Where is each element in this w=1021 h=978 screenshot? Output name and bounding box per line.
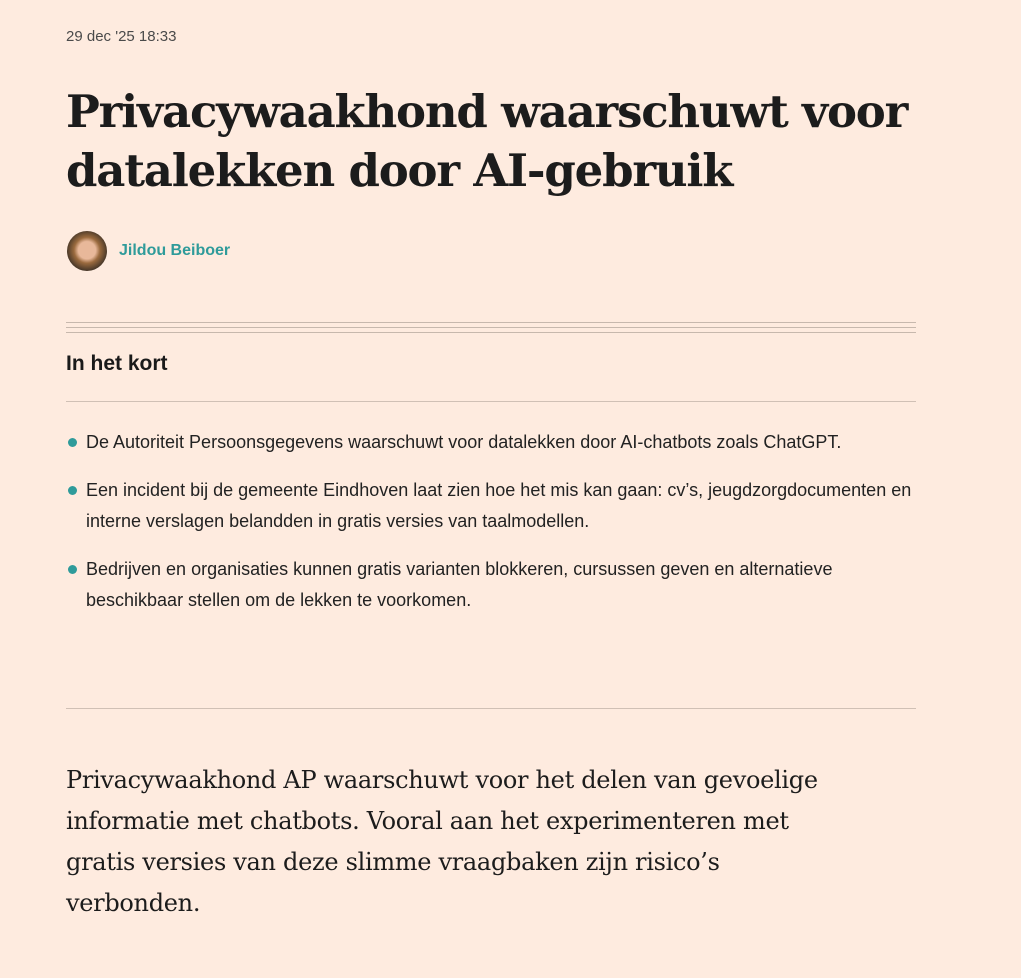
divider — [66, 708, 916, 709]
section-divider — [66, 322, 916, 337]
bullet-icon — [68, 565, 77, 574]
bullet-icon — [68, 486, 77, 495]
author-avatar[interactable] — [67, 231, 107, 271]
divider — [66, 401, 916, 402]
author-name-link[interactable]: Jildou Beiboer — [119, 242, 231, 259]
list-item: De Autoriteit Persoonsgegevens waarschuwt voor datalekken door AI-chatbots zoals ChatGPT. — [66, 427, 916, 458]
summary-list — [66, 427, 916, 633]
author-byline[interactable] — [67, 231, 230, 271]
publish-date: 29 dec '25 18:33 — [66, 28, 177, 45]
list-item: Een incident bij de gemeente Eindhoven laat zien hoe het mis kan gaan: cv’s, jeugdzorgdocumenten en interne verslagen belandden in gratis versies van taalmodellen. — [66, 475, 916, 537]
list-item: Bedrijven en organisaties kunnen gratis varianten blokkeren, cursussen geven en alternatieve beschikbaar stellen om de lekken te voorkomen. — [66, 554, 916, 616]
article-title: Privacywaakhond waarschuwt voor datalekken door AI-gebruik — [66, 85, 908, 197]
summary-heading: In het kort — [66, 352, 168, 375]
article-lead: Privacywaakhond AP waarschuwt voor het delen van gevoelige informatie met chatbots. Vooral aan het experimenteren met gratis versies van deze slimme vraagbaken zijn risico’s verbonden. — [66, 766, 818, 917]
bullet-icon — [68, 438, 77, 447]
